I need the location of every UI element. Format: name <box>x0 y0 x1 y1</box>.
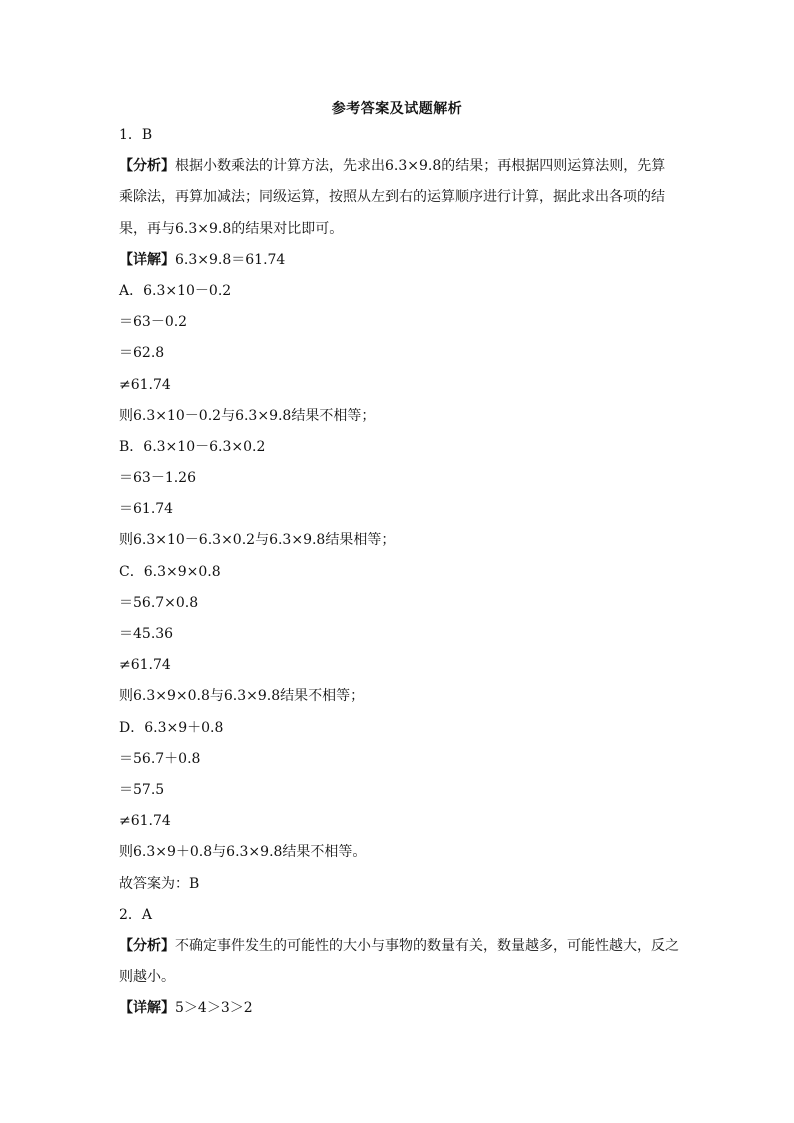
analysis-tag: 【分析】 <box>119 158 175 175</box>
option-b-conclusion: 则6.3×10－6.3×0.2与6.3×9.8结果相等； <box>119 532 396 549</box>
option-d-step: ＝56.7＋0.8 <box>119 750 201 767</box>
option-b-expression: B．6.3×10－6.3×0.2 <box>119 438 266 455</box>
document-body <box>119 120 679 1025</box>
option-c-conclusion: 则6.3×9×0.8与6.3×9.8结果不相等； <box>119 688 365 705</box>
option-d-step: ≠61.74 <box>119 813 171 830</box>
option-b-step: ＝61.74 <box>119 501 174 518</box>
detail-tag: 【详解】 <box>119 251 175 268</box>
answer-1-detail: 【详解】6.3×9.8＝61.74 <box>119 251 286 268</box>
option-c-step: ＝45.36 <box>119 626 174 643</box>
option-a-step: ≠61.74 <box>119 376 171 393</box>
option-a-step: ＝63－0.2 <box>119 314 188 331</box>
option-c-step: ≠61.74 <box>119 657 171 674</box>
option-a-expression: A．6.3×10－0.2 <box>119 282 232 299</box>
option-c-step: ＝56.7×0.8 <box>119 594 199 611</box>
option-c-expression: C．6.3×9×0.8 <box>119 563 221 580</box>
option-a-conclusion: 则6.3×10－0.2与6.3×9.8结果不相等； <box>119 407 376 424</box>
document-title: 参考答案及试题解析 <box>331 101 463 117</box>
answer-2-heading: 2．A <box>119 906 153 923</box>
answer-1-final: 故答案为：B <box>119 875 200 892</box>
analysis-tag: 【分析】 <box>119 937 175 954</box>
option-b-step: ＝63－1.26 <box>119 470 196 487</box>
detail-tag: 【详解】 <box>119 1000 175 1017</box>
option-a-step: ＝62.8 <box>119 345 165 362</box>
answer-2-analysis: 【分析】不确定事件发生的可能性的大小与事物的数量有关，数量越多，可能性越大，反之则越小。 <box>119 937 679 986</box>
option-d-expression: D．6.3×9＋0.8 <box>119 719 224 736</box>
answer-1-heading: 1．B <box>119 127 153 143</box>
answer-2-detail: 【详解】5＞4＞3＞2 <box>119 1000 253 1017</box>
option-d-step: ＝57.5 <box>119 781 165 798</box>
option-d-conclusion: 则6.3×9＋0.8与6.3×9.8结果不相等。 <box>119 844 367 861</box>
answer-1-analysis: 【分析】根据小数乘法的计算方法，先求出6.3×9.8的结果；再根据四则运算法则，先算乘除法，再算加减法；同级运算，按照从左到右的运算顺序进行计算，据此求出各项的结果，再与6.3×9.8的结果对比即可。 <box>119 158 666 237</box>
